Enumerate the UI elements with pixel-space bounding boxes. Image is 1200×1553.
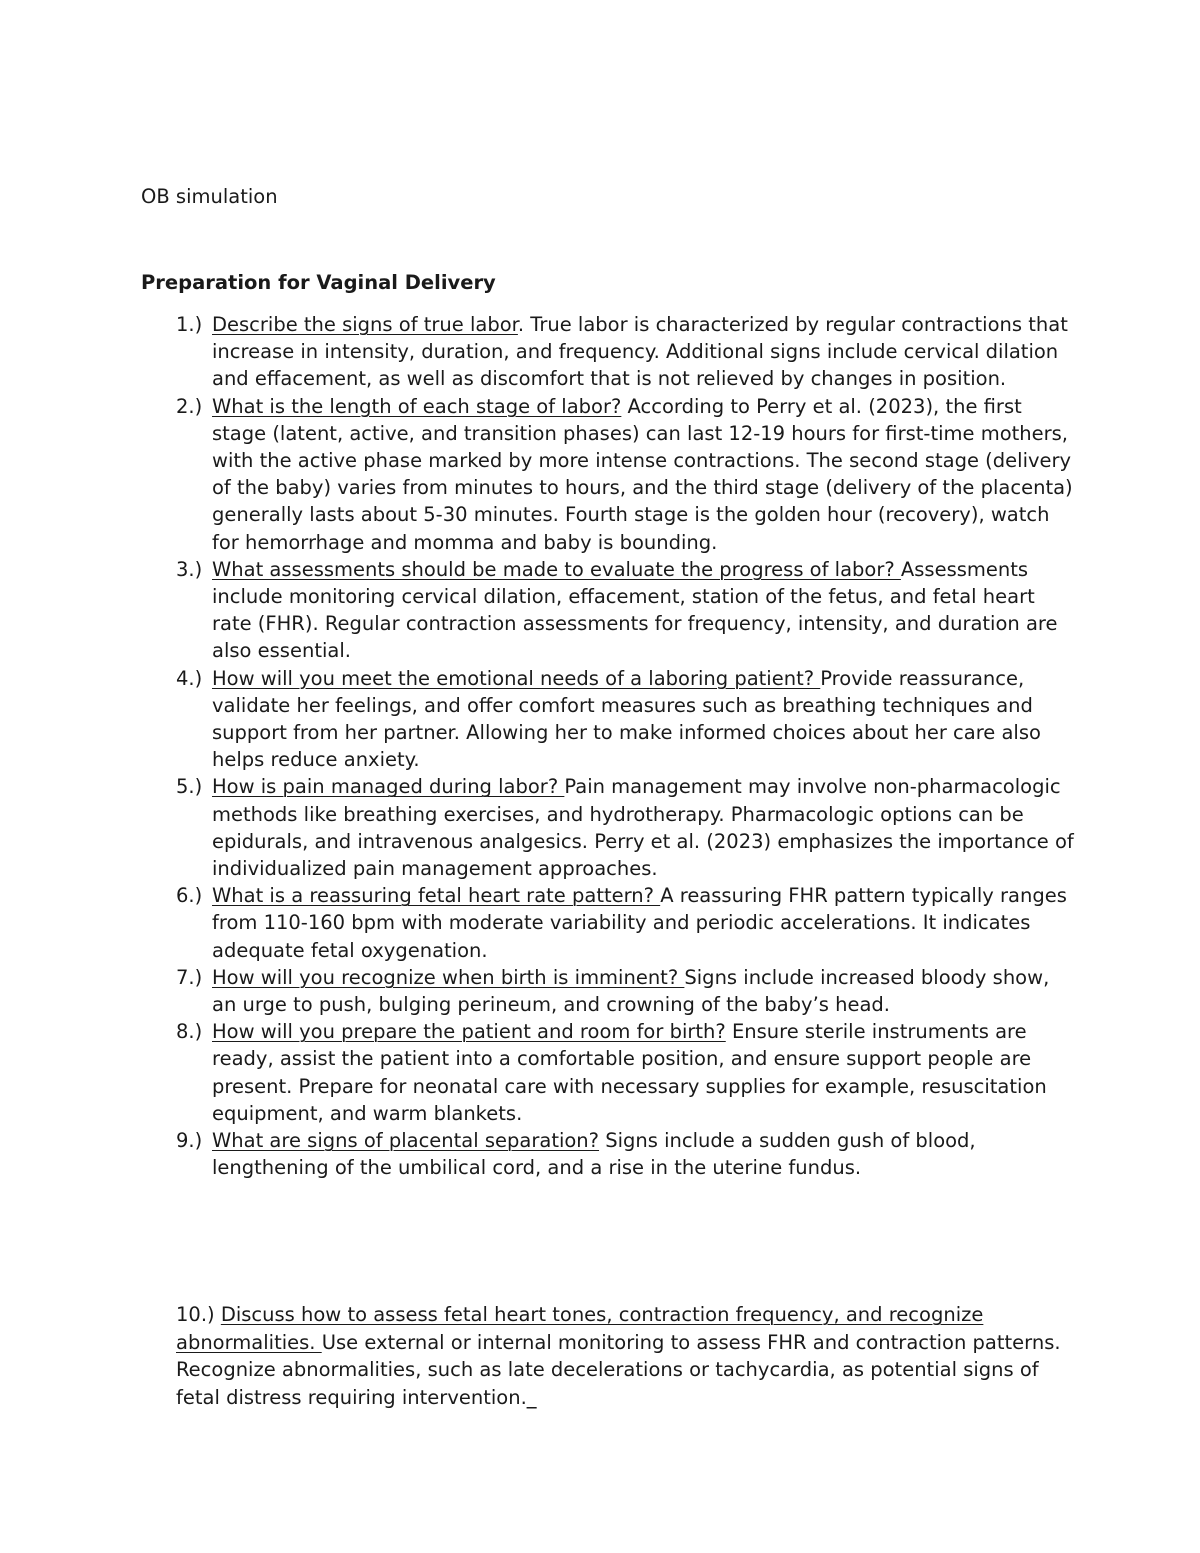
item-number: 3.) [176,557,203,581]
item-number: 4.) [176,666,203,690]
question-text: What is a reassuring fetal heart rate pattern? [212,884,661,908]
list-item [176,556,1076,665]
item-number: 7.) [176,965,203,989]
item-number: 9.) [176,1129,203,1153]
question-text: What assessments should be made to evaluate the progress of labor? [212,557,901,581]
answer-text: Provide reassurance, validate her feelings, and offer comfort measures such as breathing techniques and support from her partner. Allowing her to make informed choices about her care also helps reduce anxiety. [212,666,1041,772]
item-number: 6.) [176,884,203,908]
section-heading: Preparation for Vaginal Delivery [141,271,496,294]
trailing-underscore: _ [526,1385,537,1409]
question-text: Discuss how to assess fetal heart tones, contraction frequency, and recognize abnormalities. [176,1303,984,1354]
item-number: 1.) [176,313,203,336]
item-number: 5.) [176,775,203,799]
list-item-10 [176,1301,1066,1411]
answer-text: According to Perry et al. (2023), the first stage (latent, active, and transition phases) can last 12-19 hours for first-time mothers, with the active phase marked by more intense contractions. The second stage (delivery of the baby) varies from minutes to hours, and the third stage (delivery of the placenta) generally lasts about 5-30 minutes. Fourth stage is the golden hour (recovery), watch for hemorrhage and momma and baby is bounding. [212,394,1073,554]
answer-text: . True labor is characterized by regular contractions that increase in intensity, duration, and frequency. Additional signs include cervical dilation and effacement, as well as discomfort that is not relieved by changes in position. [212,313,1068,391]
answer-text: Signs include a sudden gush of blood, lengthening of the umbilical cord, and a rise in the uterine fundus. [212,1129,976,1180]
question-list [176,311,1076,1182]
list-item [176,773,1076,882]
list-item [176,1127,1076,1181]
answer-text: Signs include increased bloody show, an urge to push, bulging perineum, and crowning of the baby’s head. [212,965,1050,1017]
list-item [176,1018,1076,1127]
question-text: How is pain managed during labor? [212,775,565,799]
answer-text: Pain management may involve non-pharmacologic methods like breathing exercises, and hydrotherapy. Pharmacologic options can be epidurals, and intravenous analgesics. Perry et al. (2023) emphasizes the importance of individualized pain management approaches. [212,775,1074,881]
item-number: 10.) [176,1303,221,1326]
list-item [176,311,1076,393]
answer-text: Ensure sterile instruments are ready, assist the patient into a comfortable position, and ensure support people are present. Prepare for neonatal care with necessary supplies for example, resuscitation equipment, and warm blankets. [212,1020,1047,1125]
answer-text: A reassuring FHR pattern typically ranges from 110-160 bpm with moderate variability and periodic accelerations. It indicates adequate fetal oxygenation. [212,884,1067,962]
item-number: 2.) [176,394,203,418]
list-item [176,882,1076,964]
item-number: 8.) [176,1020,203,1044]
document-title: OB simulation [141,185,278,208]
answer-text: Assessments include monitoring cervical dilation, effacement, station of the fetus, and fetal heart rate (FHR). Regular contraction assessments for frequency, intensity, and duration are also essential. [212,557,1058,663]
question-text: How will you recognize when birth is imminent? [212,965,685,989]
question-text: How will you meet the emotional needs of a laboring patient? [212,666,821,690]
question-text: How will you prepare the patient and room for birth? [212,1020,726,1044]
list-item [176,665,1076,774]
question-text: What are signs of placental separation? [212,1129,600,1153]
answer-text: Use external or internal monitoring to assess FHR and contraction patterns. Recognize abnormalities, such as late decelerations or tachycardia, as potential signs of fetal distress requiring intervention. [176,1330,1061,1409]
question-text: Describe the signs of true labor [212,313,518,336]
list-item [176,964,1076,1018]
question-text: What is the length of each stage of labor? [212,394,622,418]
list-item [176,393,1076,556]
